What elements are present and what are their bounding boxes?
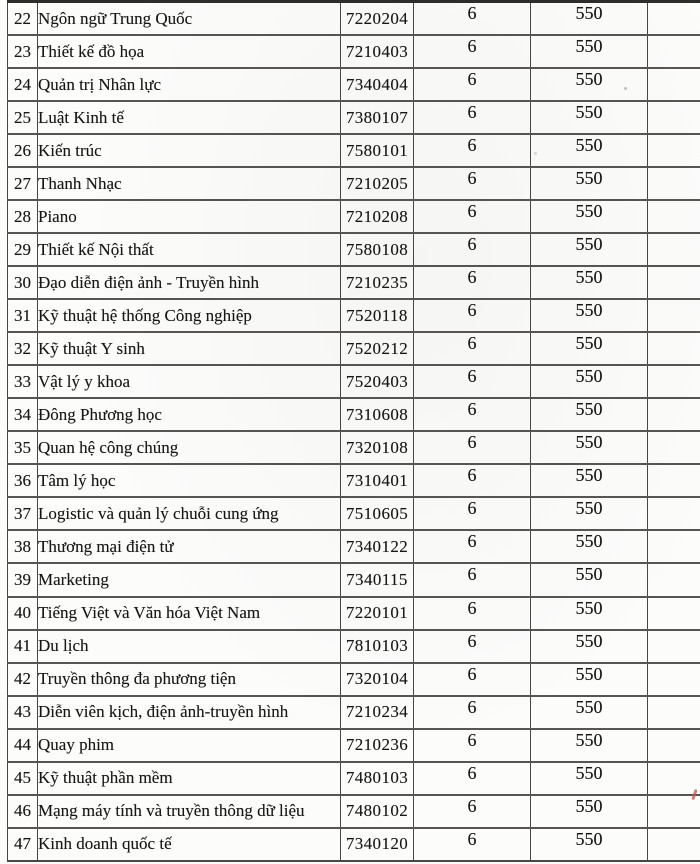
empty-cell	[648, 762, 700, 795]
value-1-cell: 6	[414, 663, 531, 696]
table-row	[8, 365, 700, 398]
value-2-cell: 550	[531, 762, 648, 795]
value-1-cell: 6	[414, 134, 531, 167]
row-number-cell: 28	[8, 200, 38, 233]
empty-cell	[648, 497, 700, 530]
major-name-cell: Truyền thông đa phương tiện	[38, 663, 341, 696]
table-row	[8, 431, 700, 464]
empty-cell	[648, 365, 700, 398]
value-2-cell: 550	[531, 795, 648, 828]
table-row	[8, 795, 700, 828]
major-name-cell: Kỹ thuật hệ thống Công nghiệp	[38, 299, 341, 332]
row-number-cell: 37	[8, 497, 38, 530]
major-code-cell: 7210234	[341, 696, 414, 729]
table-row	[8, 497, 700, 530]
value-1-cell: 6	[414, 2, 531, 36]
row-number-cell: 26	[8, 134, 38, 167]
row-number-cell: 27	[8, 167, 38, 200]
major-code-cell: 7520212	[341, 332, 414, 365]
major-code-cell: 7520403	[341, 365, 414, 398]
value-1-cell: 6	[414, 299, 531, 332]
major-name-cell: Thiết kế Nội thất	[38, 233, 341, 266]
scan-speck	[534, 152, 537, 155]
table-row	[8, 299, 700, 332]
major-code-cell: 7220204	[341, 2, 414, 36]
value-1-cell: 6	[414, 200, 531, 233]
value-2-cell: 550	[531, 233, 648, 266]
major-name-cell: Kiến trúc	[38, 134, 341, 167]
row-number-cell: 24	[8, 68, 38, 101]
major-name-cell: Du lịch	[38, 630, 341, 663]
empty-cell	[648, 431, 700, 464]
row-number-cell: 31	[8, 299, 38, 332]
row-number-cell: 38	[8, 530, 38, 563]
table-row	[8, 266, 700, 299]
table-row	[8, 35, 700, 68]
row-number-cell: 30	[8, 266, 38, 299]
major-name-cell: Kỹ thuật Y sinh	[38, 332, 341, 365]
table-row	[8, 663, 700, 696]
empty-cell	[648, 200, 700, 233]
table-row	[8, 2, 700, 36]
empty-cell	[648, 729, 700, 762]
table-row	[8, 200, 700, 233]
value-2-cell: 550	[531, 729, 648, 762]
major-name-cell: Quan hệ công chúng	[38, 431, 341, 464]
row-number-cell: 25	[8, 101, 38, 134]
value-1-cell: 6	[414, 233, 531, 266]
row-number-cell: 39	[8, 563, 38, 596]
table-row	[8, 101, 700, 134]
row-number-cell: 43	[8, 696, 38, 729]
major-code-cell: 7520118	[341, 299, 414, 332]
empty-cell	[648, 563, 700, 596]
value-1-cell: 6	[414, 398, 531, 431]
major-code-cell: 7320104	[341, 663, 414, 696]
major-code-cell: 7380107	[341, 101, 414, 134]
empty-cell	[648, 266, 700, 299]
major-code-cell: 7310401	[341, 464, 414, 497]
empty-cell	[648, 35, 700, 68]
row-number-cell: 34	[8, 398, 38, 431]
value-2-cell: 550	[531, 35, 648, 68]
major-name-cell: Đạo diễn điện ảnh - Truyền hình	[38, 266, 341, 299]
major-code-cell: 7480103	[341, 762, 414, 795]
row-number-cell: 42	[8, 663, 38, 696]
value-2-cell: 550	[531, 530, 648, 563]
value-1-cell: 6	[414, 167, 531, 200]
value-1-cell: 6	[414, 828, 531, 861]
empty-cell	[648, 68, 700, 101]
value-1-cell: 6	[414, 431, 531, 464]
value-1-cell: 6	[414, 563, 531, 596]
major-code-cell: 7340122	[341, 530, 414, 563]
value-1-cell: 6	[414, 101, 531, 134]
row-number-cell: 35	[8, 431, 38, 464]
value-2-cell: 550	[531, 497, 648, 530]
value-1-cell: 6	[414, 729, 531, 762]
row-number-cell: 44	[8, 729, 38, 762]
major-code-cell: 7580101	[341, 134, 414, 167]
value-1-cell: 6	[414, 696, 531, 729]
value-1-cell: 6	[414, 530, 531, 563]
table-row	[8, 464, 700, 497]
value-2-cell: 550	[531, 597, 648, 630]
major-code-cell: 7210236	[341, 729, 414, 762]
empty-cell	[648, 828, 700, 861]
value-1-cell: 6	[414, 35, 531, 68]
value-2-cell: 550	[531, 431, 648, 464]
value-1-cell: 6	[414, 332, 531, 365]
value-1-cell: 6	[414, 597, 531, 630]
major-code-cell: 7210403	[341, 35, 414, 68]
scan-speck	[624, 87, 627, 90]
value-2-cell: 550	[531, 332, 648, 365]
table-row	[8, 332, 700, 365]
empty-cell	[648, 597, 700, 630]
value-1-cell: 6	[414, 365, 531, 398]
empty-cell	[648, 398, 700, 431]
value-2-cell: 550	[531, 365, 648, 398]
row-number-cell: 46	[8, 795, 38, 828]
major-code-cell: 7340120	[341, 828, 414, 861]
table-row	[8, 762, 700, 795]
table-row	[8, 563, 700, 596]
major-name-cell: Thanh Nhạc	[38, 167, 341, 200]
value-1-cell: 6	[414, 266, 531, 299]
major-code-cell: 7480102	[341, 795, 414, 828]
major-code-cell: 7220101	[341, 597, 414, 630]
table-row	[8, 134, 700, 167]
row-number-cell: 47	[8, 828, 38, 861]
major-code-cell: 7510605	[341, 497, 414, 530]
row-number-cell: 29	[8, 233, 38, 266]
table-row	[8, 729, 700, 762]
major-code-cell: 7340115	[341, 563, 414, 596]
major-name-cell: Mạng máy tính và truyền thông dữ liệu	[38, 795, 341, 828]
value-1-cell: 6	[414, 630, 531, 663]
table-row	[8, 597, 700, 630]
major-name-cell: Kinh doanh quốc tế	[38, 828, 341, 861]
table-row	[8, 828, 700, 861]
value-2-cell: 550	[531, 266, 648, 299]
value-2-cell: 550	[531, 2, 648, 36]
row-number-cell: 41	[8, 630, 38, 663]
value-2-cell: 550	[531, 563, 648, 596]
empty-cell	[648, 530, 700, 563]
major-name-cell: Ngôn ngữ Trung Quốc	[38, 2, 341, 36]
row-number-cell: 22	[8, 2, 38, 36]
row-number-cell: 23	[8, 35, 38, 68]
table-row	[8, 530, 700, 563]
major-name-cell: Luật Kinh tế	[38, 101, 341, 134]
empty-cell	[648, 464, 700, 497]
row-number-cell: 32	[8, 332, 38, 365]
major-code-cell: 7810103	[341, 630, 414, 663]
value-2-cell: 550	[531, 464, 648, 497]
table-row	[8, 630, 700, 663]
value-2-cell: 550	[531, 200, 648, 233]
table-row	[8, 167, 700, 200]
majors-table	[7, 0, 700, 862]
empty-cell	[648, 630, 700, 663]
value-2-cell: 550	[531, 167, 648, 200]
empty-cell	[648, 167, 700, 200]
row-number-cell: 33	[8, 365, 38, 398]
major-code-cell: 7340404	[341, 68, 414, 101]
value-2-cell: 550	[531, 101, 648, 134]
empty-cell	[648, 101, 700, 134]
major-code-cell: 7210205	[341, 167, 414, 200]
major-code-cell: 7210208	[341, 200, 414, 233]
major-name-cell: Logistic và quản lý chuỗi cung ứng	[38, 497, 341, 530]
major-code-cell: 7320108	[341, 431, 414, 464]
table-row	[8, 398, 700, 431]
value-2-cell: 550	[531, 134, 648, 167]
empty-cell	[648, 2, 700, 36]
empty-cell	[648, 299, 700, 332]
value-2-cell: 550	[531, 398, 648, 431]
empty-cell	[648, 663, 700, 696]
value-1-cell: 6	[414, 762, 531, 795]
major-code-cell: 7310608	[341, 398, 414, 431]
value-1-cell: 6	[414, 464, 531, 497]
empty-cell	[648, 332, 700, 365]
row-number-cell: 40	[8, 597, 38, 630]
empty-cell	[648, 696, 700, 729]
major-name-cell: Kỹ thuật phần mềm	[38, 762, 341, 795]
value-1-cell: 6	[414, 497, 531, 530]
row-number-cell: 36	[8, 464, 38, 497]
major-name-cell: Thiết kế đồ họa	[38, 35, 341, 68]
major-code-cell: 7210235	[341, 266, 414, 299]
table-row	[8, 68, 700, 101]
empty-cell	[648, 134, 700, 167]
major-name-cell: Marketing	[38, 563, 341, 596]
major-code-cell: 7580108	[341, 233, 414, 266]
value-2-cell: 550	[531, 68, 648, 101]
major-name-cell: Piano	[38, 200, 341, 233]
value-1-cell: 6	[414, 795, 531, 828]
major-name-cell: Quay phim	[38, 729, 341, 762]
row-number-cell: 45	[8, 762, 38, 795]
value-2-cell: 550	[531, 828, 648, 861]
value-2-cell: 550	[531, 663, 648, 696]
major-name-cell: Tâm lý học	[38, 464, 341, 497]
table-row	[8, 233, 700, 266]
value-2-cell: 550	[531, 630, 648, 663]
major-name-cell: Quản trị Nhân lực	[38, 68, 341, 101]
value-1-cell: 6	[414, 68, 531, 101]
value-2-cell: 550	[531, 696, 648, 729]
table-row	[8, 696, 700, 729]
empty-cell	[648, 233, 700, 266]
major-name-cell: Diễn viên kịch, điện ảnh-truyền hình	[38, 696, 341, 729]
major-name-cell: Thương mại điện tử	[38, 530, 341, 563]
major-name-cell: Vật lý y khoa	[38, 365, 341, 398]
major-name-cell: Tiếng Việt và Văn hóa Việt Nam	[38, 597, 341, 630]
major-name-cell: Đông Phương học	[38, 398, 341, 431]
value-2-cell: 550	[531, 299, 648, 332]
